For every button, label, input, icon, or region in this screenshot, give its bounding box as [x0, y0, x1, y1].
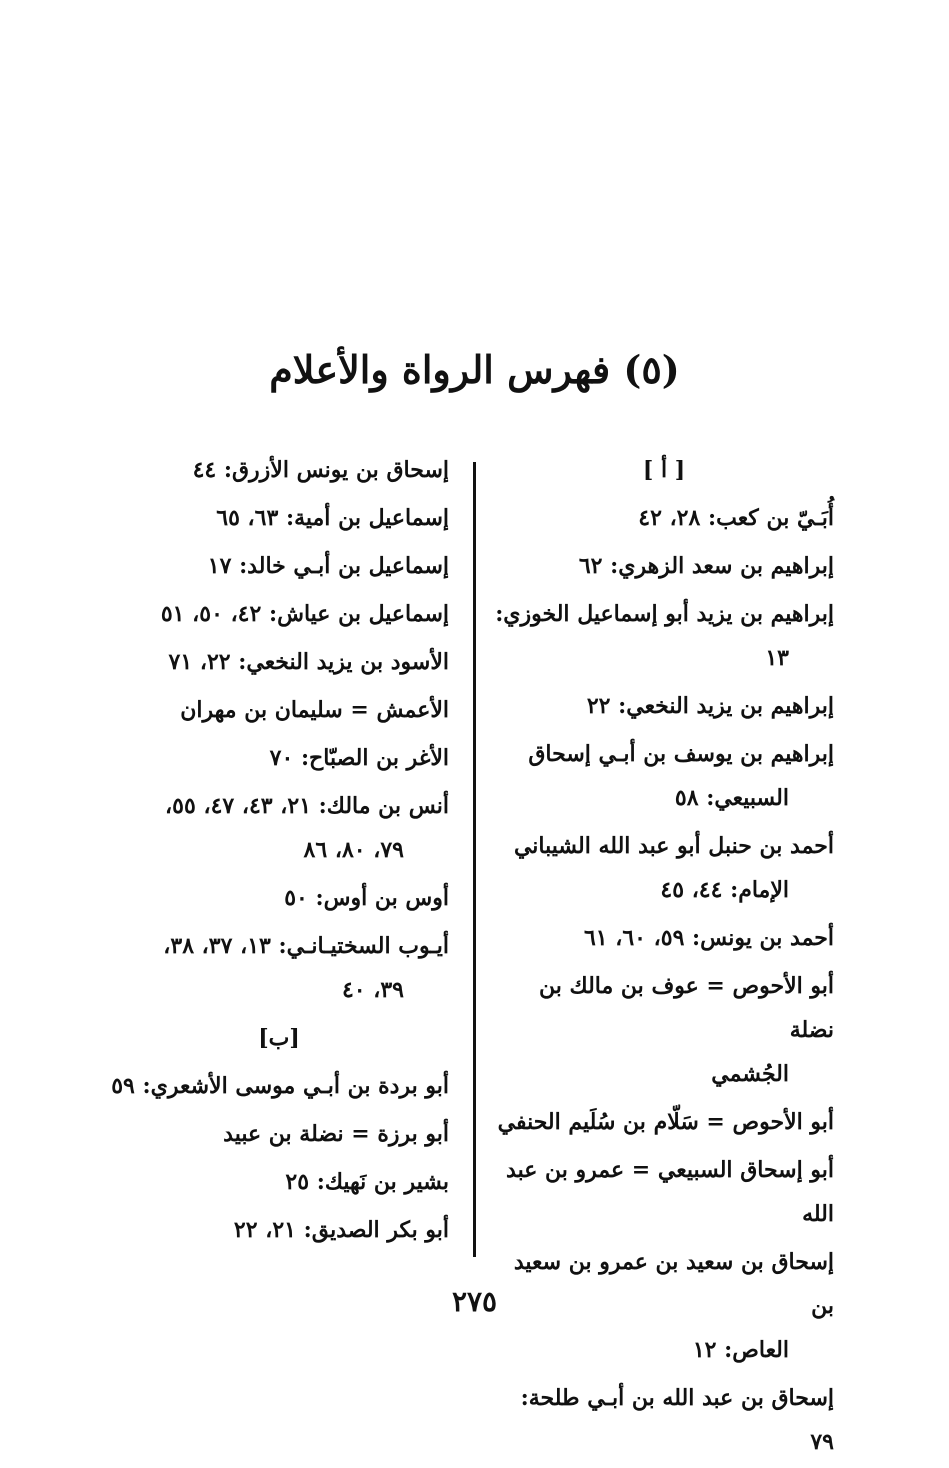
index-entry-continuation: ١٣: [765, 645, 789, 671]
index-entry-text: أبو بكر الصديق: ٢١، ٢٢: [233, 1217, 449, 1243]
index-entry-text: إبراهيم بن يزيد أبو إسماعيل الخوزي:: [495, 601, 834, 627]
index-entry-text: أنس بن مالك: ٢١، ٤٣، ٤٧، ٥٥،: [165, 793, 449, 819]
index-entry-continuation: السبيعي: ٥٨: [674, 785, 789, 811]
section-head-alif: [ أ ]: [642, 457, 686, 483]
index-entry-text: إبراهيم بن يوسف بن أبـي إسحاق: [528, 741, 834, 767]
index-entry: [109, 736, 449, 780]
index-entry-text: إسماعيل بن عياش: ٤٢، ٥٠، ٥١: [160, 601, 449, 627]
index-entry-text: أبو الأحوص = سَلّام بن سُلَيم الحنفي: [497, 1109, 834, 1135]
page-number: ٢٧٥: [451, 1285, 498, 1318]
index-entry-text: الأغر بن الصبّاح: ٧٠: [269, 745, 449, 771]
left-entry-list-b: [109, 1064, 449, 1252]
index-entry-text: أبو برزة = نضلة بن عبيد: [223, 1121, 449, 1147]
index-entry: [109, 1160, 449, 1204]
index-entry: [109, 876, 449, 920]
index-entry: [109, 688, 449, 732]
index-entry-text: الأسود بن يزيد النخعي: ٢٢، ٧١: [168, 649, 449, 675]
left-column: [109, 448, 449, 1256]
index-entry: [109, 784, 449, 872]
index-entry-text: الأعمش = سليمان بن مهران: [180, 697, 449, 723]
index-entry-continuation: الإمام: ٤٤، ٤٥: [660, 877, 789, 903]
index-entry-continuation: ٧٩، ٨٠، ٨٦: [303, 837, 404, 863]
index-entry: [109, 544, 449, 588]
index-entry: [109, 448, 449, 492]
index-entry-text: إسحاق بن عبد الله بن أبـي طلحة: ٧٩: [520, 1385, 834, 1455]
index-entry: [494, 1376, 834, 1464]
index-entry: [494, 496, 834, 540]
index-entry-text: أحمد بن يونس: ٥٩، ٦٠، ٦١: [583, 925, 834, 951]
index-entry: [494, 544, 834, 588]
index-entry-text: أُبَـيّ بن كعب: ٢٨، ٤٢: [638, 505, 834, 531]
index-entry-text: إبراهيم بن سعد الزهري: ٦٢: [578, 553, 834, 579]
index-entry-text: إسحاق بن سعيد بن عمرو بن سعيد بن: [513, 1249, 834, 1319]
index-entry-text: إسحاق بن يونس الأزرق: ٤٤: [192, 457, 449, 483]
left-entry-list-a: [109, 448, 449, 1012]
index-entry-text: إسماعيل بن أمية: ٦٣، ٦٥: [216, 505, 449, 531]
page-title: (٥) فهرس الرواة والأعلام: [269, 347, 680, 392]
index-entry: [494, 592, 834, 680]
index-entry-continuation: ٣٩، ٤٠: [341, 977, 404, 1003]
index-entry-text: بشير بن نَهيك: ٢٥: [285, 1169, 449, 1195]
index-entry-text: إبراهيم بن يزيد النخعي: ٢٢: [586, 693, 834, 719]
index-entry: [109, 592, 449, 636]
index-entry: [494, 824, 834, 912]
section-head-ba: [ب]: [258, 1025, 300, 1051]
index-entry: [109, 496, 449, 540]
index-entry-text: أوس بن أوس: ٥٠: [284, 885, 449, 911]
column-divider: [473, 462, 476, 1257]
index-entry: [109, 1064, 449, 1108]
index-entry: [109, 924, 449, 1012]
index-entry: [494, 684, 834, 728]
index-entry-text: أحمد بن حنبل أبو عبد الله الشيباني: [513, 833, 834, 859]
index-entry-text: أبو بردة بن أبـي موسى الأشعري: ٥٩: [111, 1073, 449, 1099]
index-entry: [494, 1100, 834, 1144]
index-entry-text: أيـوب السختيـانـي: ١٣، ٣٧، ٣٨،: [163, 933, 449, 959]
index-entry: [494, 732, 834, 820]
index-entry: [109, 1208, 449, 1252]
index-entry: [494, 964, 834, 1096]
index-entry: [494, 916, 834, 960]
index-entry-continuation: الجُشمي: [711, 1061, 789, 1087]
index-entry: [109, 640, 449, 684]
index-entry-continuation: العاص: ١٢: [692, 1337, 789, 1363]
index-entry-text: أبو الأحوص = عوف بن مالك بن نضلة: [539, 973, 834, 1043]
index-entry-text: أبو إسحاق السبيعي = عمرو بن عبد الله: [506, 1157, 834, 1227]
index-entry-text: إسماعيل بن أبـي خالد: ١٧: [207, 553, 449, 579]
index-entry: [109, 1112, 449, 1156]
index-entry: [494, 1148, 834, 1236]
